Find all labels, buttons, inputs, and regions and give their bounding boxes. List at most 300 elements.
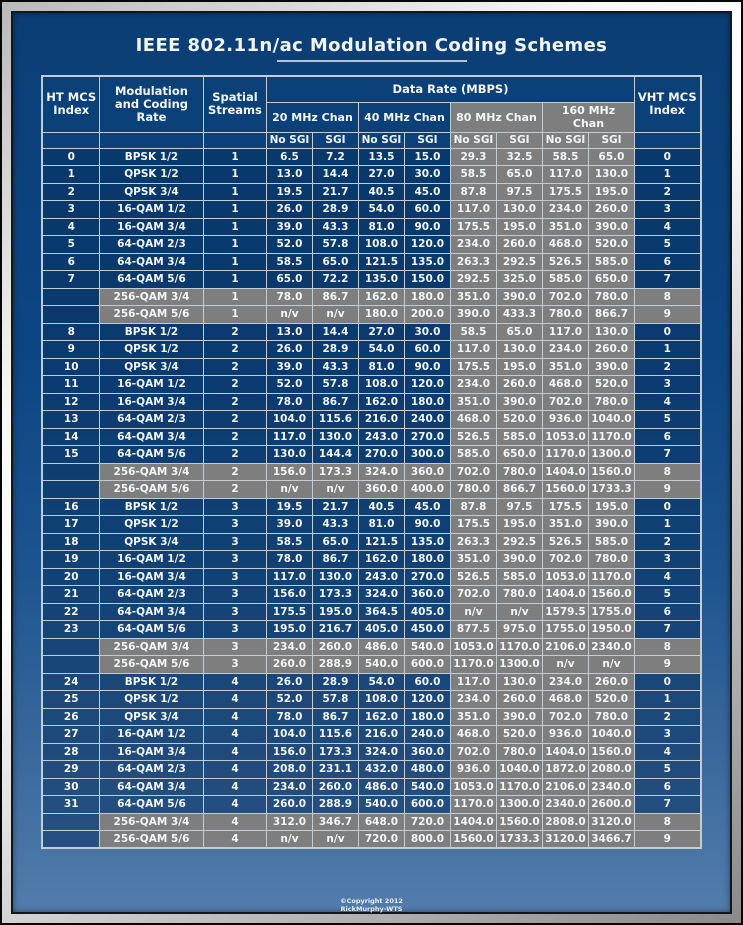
cell-rate: 450.0 — [404, 621, 450, 639]
cell-rate: 260.0 — [496, 236, 542, 254]
cell-rate: 40.5 — [358, 498, 404, 516]
cell-rate: 52.0 — [266, 236, 312, 254]
cell-rate: 468.0 — [450, 411, 496, 429]
cell-rate: 15.0 — [404, 148, 450, 166]
cell-ht-index: 12 — [42, 393, 99, 411]
cell-spatial-streams: 1 — [203, 306, 266, 324]
author-line: RickMurphy-WTS — [340, 905, 403, 913]
table-row — [42, 201, 700, 219]
cell-rate: 702.0 — [450, 463, 496, 481]
cell-ht-index — [42, 463, 99, 481]
header-40mhz-chan: 40 MHz Chan — [358, 102, 450, 132]
cell-rate: 54.0 — [358, 201, 404, 219]
cell-rate: 175.5 — [450, 218, 496, 236]
cell-rate: 292.5 — [496, 533, 542, 551]
cell-vht-index: 1 — [635, 516, 701, 534]
mcs-table — [41, 75, 701, 849]
cell-rate: 351.0 — [450, 551, 496, 569]
cell-rate: 58.5 — [266, 253, 312, 271]
cell-rate: 702.0 — [450, 586, 496, 604]
cell-rate: 130.0 — [588, 166, 634, 184]
cell-modulation: 64-QAM 3/4 — [99, 603, 203, 621]
cell-modulation: 64-QAM 2/3 — [99, 236, 203, 254]
cell-spatial-streams: 1 — [203, 183, 266, 201]
cell-rate: 52.0 — [266, 376, 312, 394]
cell-rate: 390.0 — [588, 516, 634, 534]
cell-rate: 2080.0 — [588, 761, 634, 779]
cell-modulation: 256-QAM 3/4 — [99, 463, 203, 481]
cell-rate: 121.5 — [358, 253, 404, 271]
cell-rate: 135.0 — [404, 533, 450, 551]
cell-rate: 117.0 — [542, 323, 588, 341]
cell-rate: 975.0 — [496, 621, 542, 639]
cell-rate: 234.0 — [542, 201, 588, 219]
cell-spatial-streams: 3 — [203, 551, 266, 569]
cell-rate: 1404.0 — [450, 813, 496, 831]
cell-rate: 234.0 — [450, 236, 496, 254]
cell-vht-index: 3 — [635, 201, 701, 219]
cell-rate: 390.0 — [496, 708, 542, 726]
table-row — [42, 323, 700, 341]
cell-ht-index — [42, 638, 99, 656]
cell-rate: 360.0 — [404, 586, 450, 604]
cell-ht-index: 13 — [42, 411, 99, 429]
cell-ht-index: 3 — [42, 201, 99, 219]
cell-rate: 702.0 — [542, 708, 588, 726]
copyright-line: ©Copyright 2012 — [340, 897, 403, 905]
header-modulation-coding-rate: Modulation and Coding Rate — [99, 76, 203, 132]
cell-modulation: BPSK 1/2 — [99, 673, 203, 691]
cell-rate: 108.0 — [358, 376, 404, 394]
cell-ht-index: 26 — [42, 708, 99, 726]
cell-rate: 78.0 — [266, 708, 312, 726]
cell-rate: 43.3 — [312, 516, 358, 534]
cell-rate: 702.0 — [542, 551, 588, 569]
cell-modulation: 16-QAM 3/4 — [99, 218, 203, 236]
cell-rate: 780.0 — [496, 463, 542, 481]
cell-rate: 351.0 — [450, 393, 496, 411]
cell-modulation: 256-QAM 3/4 — [99, 813, 203, 831]
cell-rate: 936.0 — [542, 726, 588, 744]
cell-vht-index: 7 — [635, 271, 701, 289]
cell-rate: 540.0 — [358, 656, 404, 674]
cell-rate: 13.5 — [358, 148, 404, 166]
cell-rate: 260.0 — [266, 656, 312, 674]
cell-spatial-streams: 4 — [203, 761, 266, 779]
cell-rate: 162.0 — [358, 393, 404, 411]
cell-rate: 27.0 — [358, 323, 404, 341]
cell-rate: 1300.0 — [496, 796, 542, 814]
cell-rate: 231.1 — [312, 761, 358, 779]
cell-rate: 468.0 — [450, 726, 496, 744]
cell-rate: 175.5 — [542, 183, 588, 201]
cell-modulation: 256-QAM 5/6 — [99, 306, 203, 324]
cell-vht-index: 9 — [635, 306, 701, 324]
cell-rate: 14.4 — [312, 166, 358, 184]
cell-rate: 1170.0 — [496, 638, 542, 656]
cell-rate: 216.0 — [358, 726, 404, 744]
cell-modulation: 16-QAM 3/4 — [99, 568, 203, 586]
cell-rate: 60.0 — [404, 341, 450, 359]
cell-rate: 540.0 — [404, 778, 450, 796]
cell-vht-index: 9 — [635, 656, 701, 674]
cell-rate: 260.0 — [312, 778, 358, 796]
cell-rate: 65.0 — [588, 148, 634, 166]
cell-ht-index — [42, 656, 99, 674]
cell-rate: 81.0 — [358, 358, 404, 376]
table-row — [42, 376, 700, 394]
cell-ht-index: 18 — [42, 533, 99, 551]
cell-rate: 21.7 — [312, 183, 358, 201]
table-row — [42, 743, 700, 761]
cell-rate: 432.0 — [358, 761, 404, 779]
cell-rate: 97.5 — [496, 498, 542, 516]
cell-rate: 90.0 — [404, 218, 450, 236]
cell-vht-index: 7 — [635, 621, 701, 639]
cell-vht-index: 0 — [635, 673, 701, 691]
cell-vht-index: 7 — [635, 796, 701, 814]
cell-modulation: 64-QAM 5/6 — [99, 271, 203, 289]
cell-rate: 120.0 — [404, 236, 450, 254]
cell-rate: 526.5 — [542, 253, 588, 271]
table-row — [42, 428, 700, 446]
cell-rate: 26.0 — [266, 341, 312, 359]
cell-rate: 30.0 — [404, 323, 450, 341]
cell-rate: 135.0 — [404, 253, 450, 271]
page-title: IEEE 802.11n/ac Modulation Coding Schemes — [135, 35, 608, 56]
cell-rate: 200.0 — [404, 306, 450, 324]
cell-modulation: QPSK 3/4 — [99, 183, 203, 201]
cell-rate: 65.0 — [496, 166, 542, 184]
cell-vht-index: 1 — [635, 166, 701, 184]
cell-rate: 585.0 — [450, 446, 496, 464]
cell-rate: n/v — [266, 306, 312, 324]
cell-rate: 39.0 — [266, 358, 312, 376]
cell-rate: 173.3 — [312, 586, 358, 604]
cell-rate: 234.0 — [542, 341, 588, 359]
cell-rate: 351.0 — [542, 516, 588, 534]
cell-spatial-streams: 1 — [203, 218, 266, 236]
cell-rate: 86.7 — [312, 288, 358, 306]
cell-rate: 1170.0 — [542, 446, 588, 464]
table-row — [42, 603, 700, 621]
cell-rate: 90.0 — [404, 358, 450, 376]
cell-rate: 292.5 — [496, 253, 542, 271]
cell-spatial-streams: 4 — [203, 796, 266, 814]
cell-rate: 292.5 — [450, 271, 496, 289]
cell-rate: 390.0 — [496, 551, 542, 569]
cell-ht-index: 29 — [42, 761, 99, 779]
page-background — [11, 11, 732, 914]
cell-rate: 260.0 — [312, 638, 358, 656]
cell-rate: 780.0 — [588, 708, 634, 726]
cell-rate: 195.0 — [266, 621, 312, 639]
cell-rate: 2106.0 — [542, 638, 588, 656]
cell-rate: 486.0 — [358, 778, 404, 796]
cell-rate: 234.0 — [450, 691, 496, 709]
cell-rate: 2340.0 — [542, 796, 588, 814]
cell-rate: 78.0 — [266, 551, 312, 569]
cell-modulation: 64-QAM 2/3 — [99, 411, 203, 429]
cell-modulation: 64-QAM 3/4 — [99, 428, 203, 446]
cell-rate: 115.6 — [312, 411, 358, 429]
cell-rate: 121.5 — [358, 533, 404, 551]
cell-spatial-streams: 3 — [203, 533, 266, 551]
cell-spatial-streams: 4 — [203, 813, 266, 831]
cell-rate: 1040.0 — [588, 411, 634, 429]
cell-rate: 390.0 — [450, 306, 496, 324]
cell-vht-index: 9 — [635, 831, 701, 849]
cell-rate: 520.0 — [496, 411, 542, 429]
cell-rate: 520.0 — [588, 691, 634, 709]
cell-rate: 234.0 — [266, 638, 312, 656]
cell-spatial-streams: 2 — [203, 393, 266, 411]
cell-rate: 526.5 — [450, 568, 496, 586]
cell-rate: 1404.0 — [542, 743, 588, 761]
table-row — [42, 166, 700, 184]
cell-ht-index: 11 — [42, 376, 99, 394]
cell-rate: 260.0 — [588, 673, 634, 691]
cell-spatial-streams: 1 — [203, 253, 266, 271]
cell-rate: 243.0 — [358, 568, 404, 586]
cell-rate: 117.0 — [542, 166, 588, 184]
cell-rate: 208.0 — [266, 761, 312, 779]
cell-rate: 104.0 — [266, 726, 312, 744]
cell-spatial-streams: 4 — [203, 831, 266, 849]
cell-spatial-streams: 4 — [203, 673, 266, 691]
header-sgi-160: SGI — [588, 132, 634, 148]
cell-spatial-streams: 4 — [203, 708, 266, 726]
cell-rate: 39.0 — [266, 218, 312, 236]
mcs-table-body — [42, 148, 700, 848]
cell-modulation: QPSK 1/2 — [99, 166, 203, 184]
cell-rate: 1053.0 — [542, 568, 588, 586]
header-no-sgi-80: No SGI — [450, 132, 496, 148]
cell-rate: 243.0 — [358, 428, 404, 446]
cell-spatial-streams: 3 — [203, 621, 266, 639]
cell-rate: 28.9 — [312, 341, 358, 359]
cell-modulation: 16-QAM 1/2 — [99, 201, 203, 219]
cell-rate: 156.0 — [266, 586, 312, 604]
cell-rate: n/v — [542, 656, 588, 674]
cell-vht-index: 5 — [635, 761, 701, 779]
header-sgi-80: SGI — [496, 132, 542, 148]
cell-vht-index: 2 — [635, 183, 701, 201]
cell-modulation: BPSK 1/2 — [99, 323, 203, 341]
cell-rate: 115.6 — [312, 726, 358, 744]
header-data-rate: Data Rate (MBPS) — [266, 76, 634, 102]
cell-ht-index: 20 — [42, 568, 99, 586]
cell-rate: 936.0 — [450, 761, 496, 779]
cell-rate: 585.0 — [542, 271, 588, 289]
cell-spatial-streams: 1 — [203, 236, 266, 254]
cell-ht-index: 0 — [42, 148, 99, 166]
cell-rate: 260.0 — [266, 796, 312, 814]
cell-rate: 58.5 — [450, 166, 496, 184]
cell-rate: 57.8 — [312, 376, 358, 394]
cell-rate: 108.0 — [358, 691, 404, 709]
header-spacer — [99, 132, 203, 148]
cell-rate: 30.0 — [404, 166, 450, 184]
cell-modulation: 64-QAM 5/6 — [99, 621, 203, 639]
cell-rate: 260.0 — [496, 376, 542, 394]
cell-vht-index: 1 — [635, 341, 701, 359]
cell-spatial-streams: 3 — [203, 568, 266, 586]
cell-rate: 585.0 — [588, 533, 634, 551]
cell-modulation: 64-QAM 5/6 — [99, 796, 203, 814]
cell-rate: 800.0 — [404, 831, 450, 849]
cell-ht-index: 14 — [42, 428, 99, 446]
cell-modulation: QPSK 3/4 — [99, 533, 203, 551]
cell-rate: 270.0 — [404, 428, 450, 446]
cell-rate: 2106.0 — [542, 778, 588, 796]
cell-rate: 936.0 — [542, 411, 588, 429]
cell-rate: 400.0 — [404, 481, 450, 499]
cell-rate: 135.0 — [358, 271, 404, 289]
cell-vht-index: 1 — [635, 691, 701, 709]
cell-spatial-streams: 3 — [203, 498, 266, 516]
table-row — [42, 621, 700, 639]
cell-rate: 260.0 — [496, 691, 542, 709]
cell-spatial-streams: 3 — [203, 603, 266, 621]
cell-rate: 351.0 — [542, 358, 588, 376]
cell-rate: 1733.3 — [588, 481, 634, 499]
cell-vht-index: 5 — [635, 236, 701, 254]
cell-rate: 1560.0 — [450, 831, 496, 849]
cell-rate: 780.0 — [588, 288, 634, 306]
cell-vht-index: 6 — [635, 603, 701, 621]
cell-ht-index: 21 — [42, 586, 99, 604]
cell-rate: 86.7 — [312, 551, 358, 569]
cell-rate: 3120.0 — [542, 831, 588, 849]
cell-rate: 240.0 — [404, 726, 450, 744]
cell-rate: 162.0 — [358, 551, 404, 569]
cell-rate: 585.0 — [588, 253, 634, 271]
cell-rate: 173.3 — [312, 743, 358, 761]
header-sgi-20: SGI — [312, 132, 358, 148]
cell-spatial-streams: 2 — [203, 446, 266, 464]
cell-rate: 780.0 — [588, 551, 634, 569]
cell-rate: 351.0 — [450, 708, 496, 726]
cell-vht-index: 0 — [635, 323, 701, 341]
cell-rate: 1404.0 — [542, 586, 588, 604]
cell-rate: 364.5 — [358, 603, 404, 621]
cell-ht-index: 16 — [42, 498, 99, 516]
cell-vht-index: 8 — [635, 288, 701, 306]
cell-rate: 468.0 — [542, 236, 588, 254]
cell-rate: 2340.0 — [588, 638, 634, 656]
cell-ht-index: 28 — [42, 743, 99, 761]
cell-vht-index: 4 — [635, 568, 701, 586]
cell-ht-index — [42, 288, 99, 306]
cell-rate: 520.0 — [496, 726, 542, 744]
cell-ht-index: 24 — [42, 673, 99, 691]
cell-vht-index: 6 — [635, 253, 701, 271]
cell-spatial-streams: 3 — [203, 516, 266, 534]
cell-vht-index: 4 — [635, 743, 701, 761]
cell-ht-index: 10 — [42, 358, 99, 376]
cell-rate: 175.5 — [450, 358, 496, 376]
cell-rate: 234.0 — [542, 673, 588, 691]
cell-spatial-streams: 1 — [203, 148, 266, 166]
cell-rate: 288.9 — [312, 656, 358, 674]
cell-rate: 1053.0 — [450, 638, 496, 656]
cell-spatial-streams: 2 — [203, 358, 266, 376]
cell-rate: 1872.0 — [542, 761, 588, 779]
cell-rate: 27.0 — [358, 166, 404, 184]
cell-rate: 7.2 — [312, 148, 358, 166]
cell-vht-index: 9 — [635, 481, 701, 499]
cell-rate: 65.0 — [266, 271, 312, 289]
cell-rate: 180.0 — [404, 708, 450, 726]
table-row — [42, 218, 700, 236]
cell-rate: 1560.0 — [496, 813, 542, 831]
cell-ht-index: 30 — [42, 778, 99, 796]
cell-vht-index: 4 — [635, 218, 701, 236]
cell-ht-index: 19 — [42, 551, 99, 569]
header-20mhz-chan: 20 MHz Chan — [266, 102, 358, 132]
cell-rate: 360.0 — [358, 481, 404, 499]
cell-rate: n/v — [312, 831, 358, 849]
cell-ht-index — [42, 306, 99, 324]
cell-rate: 325.0 — [496, 271, 542, 289]
table-row — [42, 796, 700, 814]
cell-ht-index: 4 — [42, 218, 99, 236]
cell-rate: 13.0 — [266, 323, 312, 341]
cell-rate: 390.0 — [588, 218, 634, 236]
cell-rate: 130.0 — [312, 428, 358, 446]
cell-rate: 1040.0 — [588, 726, 634, 744]
cell-rate: 65.0 — [312, 533, 358, 551]
cell-rate: 468.0 — [542, 691, 588, 709]
cell-rate: 108.0 — [358, 236, 404, 254]
cell-rate: 2340.0 — [588, 778, 634, 796]
table-row — [42, 778, 700, 796]
cell-spatial-streams: 1 — [203, 166, 266, 184]
cell-rate: 150.0 — [404, 271, 450, 289]
cell-modulation: QPSK 1/2 — [99, 691, 203, 709]
cell-modulation: QPSK 3/4 — [99, 708, 203, 726]
cell-rate: 234.0 — [266, 778, 312, 796]
table-row — [42, 831, 700, 849]
cell-rate: 45.0 — [404, 498, 450, 516]
cell-rate: 780.0 — [588, 393, 634, 411]
cell-spatial-streams: 2 — [203, 323, 266, 341]
cell-rate: 19.5 — [266, 183, 312, 201]
cell-rate: 1560.0 — [588, 743, 634, 761]
cell-rate: 585.0 — [496, 568, 542, 586]
cell-rate: 312.0 — [266, 813, 312, 831]
cell-rate: 86.7 — [312, 708, 358, 726]
cell-rate: 43.3 — [312, 358, 358, 376]
table-row — [42, 481, 700, 499]
cell-vht-index: 0 — [635, 148, 701, 166]
cell-rate: 180.0 — [404, 393, 450, 411]
cell-rate: 288.9 — [312, 796, 358, 814]
cell-rate: 58.5 — [542, 148, 588, 166]
cell-rate: 81.0 — [358, 516, 404, 534]
cell-rate: 180.0 — [404, 288, 450, 306]
cell-rate: 468.0 — [542, 376, 588, 394]
cell-spatial-streams: 2 — [203, 428, 266, 446]
cell-spatial-streams: 3 — [203, 586, 266, 604]
cell-vht-index: 4 — [635, 393, 701, 411]
cell-rate: 180.0 — [404, 551, 450, 569]
table-row — [42, 568, 700, 586]
cell-rate: 86.7 — [312, 393, 358, 411]
cell-rate: 21.7 — [312, 498, 358, 516]
table-row — [42, 463, 700, 481]
